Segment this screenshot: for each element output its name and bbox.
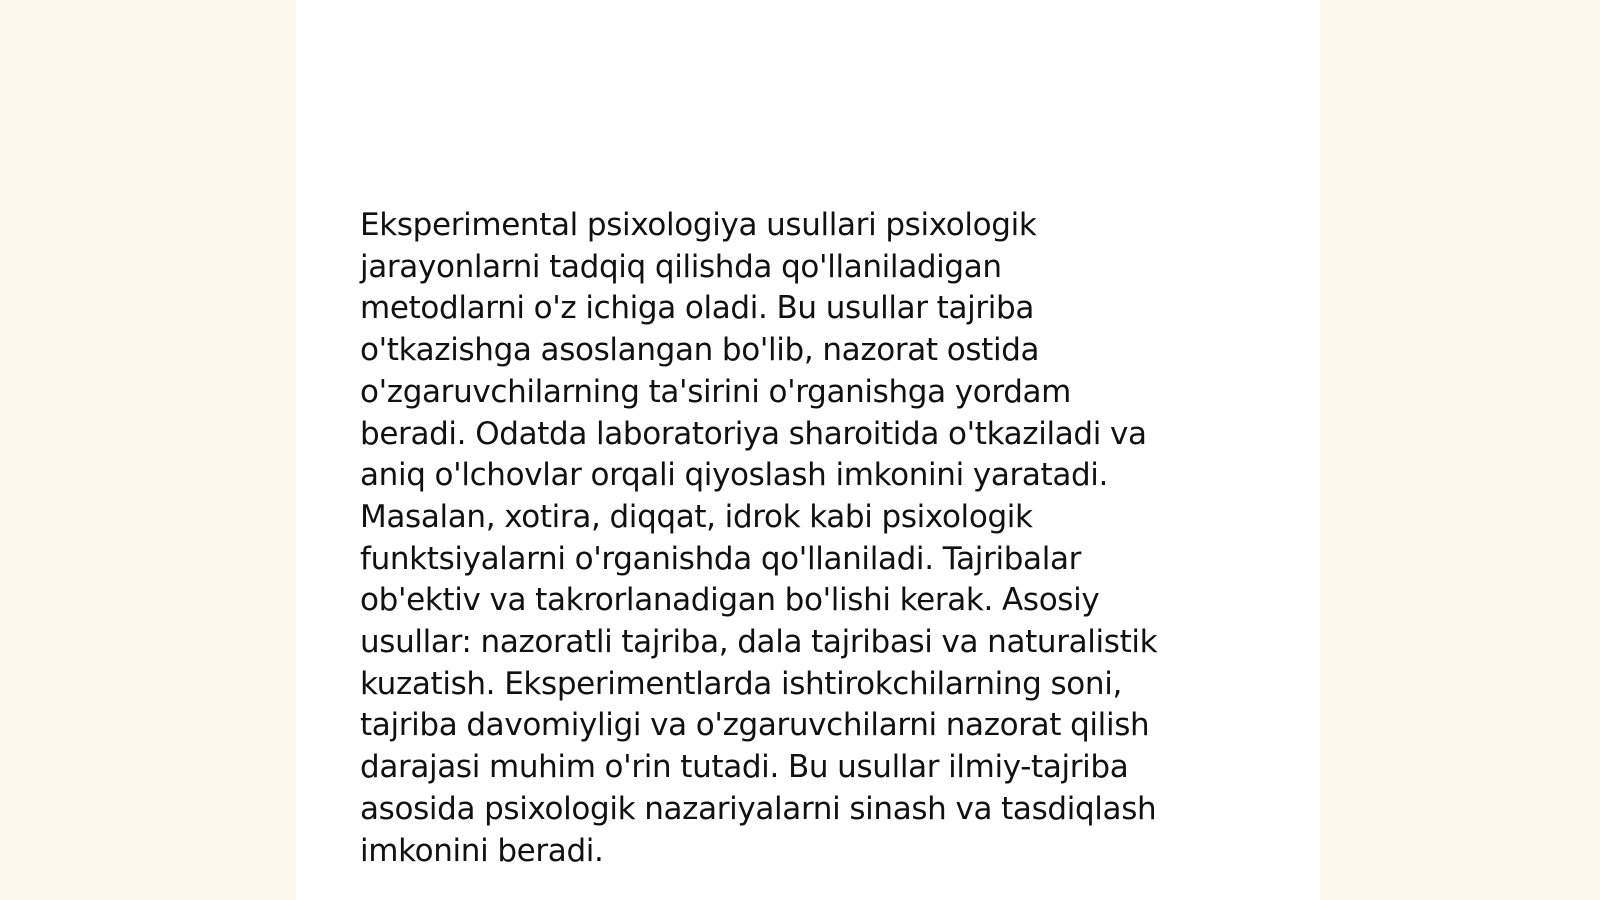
paragraph-line: o'zgaruvchilarning ta'sirini o'rganishga yordam <box>360 373 1072 410</box>
paragraph-line: o'tkazishga asoslangan bo'lib, nazorat ostida <box>360 332 1040 369</box>
paragraph-line: tajriba davomiyligi va o'zgaruvchilarni nazorat qilish <box>360 707 1150 744</box>
document-page <box>296 0 1320 900</box>
paragraph-line: funktsiyalarni o'rganishda qo'llaniladi. Tajribalar <box>360 540 1082 577</box>
paragraph-line: metodlarni o'z ichiga oladi. Bu usullar tajriba <box>360 290 1035 327</box>
paragraph-line: Masalan, xotira, diqqat, idrok kabi psixologik <box>360 498 1033 535</box>
paragraph-line: ob'ektiv va takrorlanadigan bo'lishi kerak. Asosiy <box>360 582 1100 619</box>
body-paragraph <box>360 205 1240 872</box>
paragraph-line: kuzatish. Eksperimentlarda ishtirokchilarning soni, <box>360 665 1122 702</box>
paragraph-line: Eksperimental psixologiya usullari psixologik <box>360 207 1037 243</box>
paragraph-line: asosida psixologik nazariyalarni sinash va tasdiqlash <box>360 790 1157 827</box>
paragraph-line: jarayonlarni tadqiq qilishda qo'llaniladigan <box>360 248 1002 285</box>
paragraph-line: darajasi muhim o'rin tutadi. Bu usullar ilmiy-tajriba <box>360 749 1129 786</box>
paragraph-line: beradi. Odatda laboratoriya sharoitida o'tkaziladi va <box>360 415 1147 452</box>
paragraph-line: aniq o'lchovlar orqali qiyoslash imkonini yaratadi. <box>360 457 1109 494</box>
paragraph-line: imkonini beradi. <box>360 832 604 869</box>
paragraph-line: usullar: nazoratli tajriba, dala tajribasi va naturalistik <box>360 624 1158 661</box>
